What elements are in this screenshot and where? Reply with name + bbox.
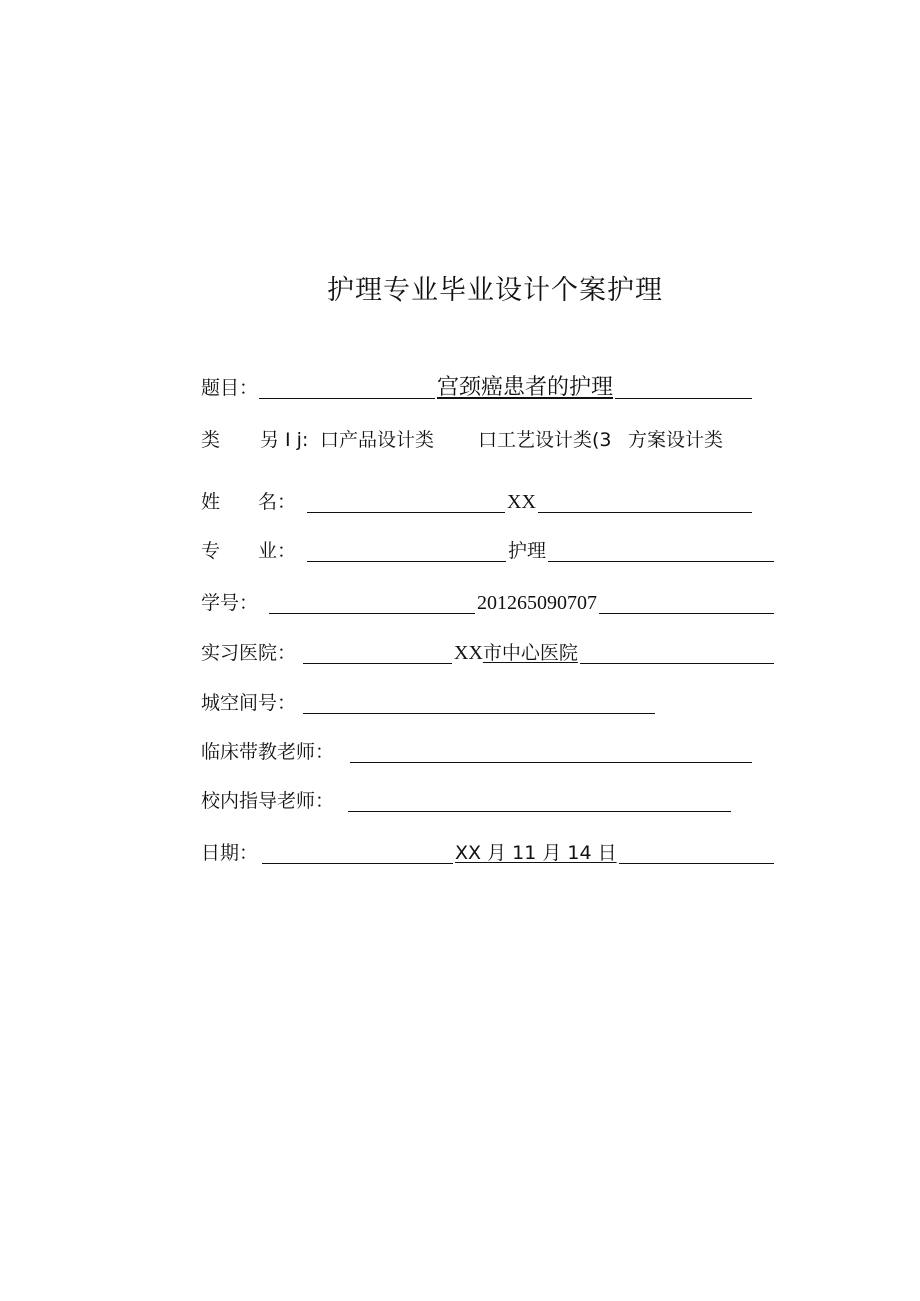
category-option-product: 口产品设计类 <box>320 429 435 451</box>
name-row <box>201 487 761 517</box>
clinical-teacher-label: 临床带教老师： <box>201 741 335 763</box>
date-label: 日期： <box>201 842 259 864</box>
name-label: 姓 名： <box>201 491 297 513</box>
hospital-label: 实习医院： <box>201 642 297 664</box>
clinical-teacher-row <box>201 737 761 767</box>
hospital-value <box>452 638 580 668</box>
topic-label: 题目： <box>201 377 259 399</box>
school-teacher-label: 校内指导老师： <box>201 790 335 812</box>
school-teacher-underline <box>348 811 731 812</box>
student-id-value: 201265090707 <box>475 588 599 618</box>
class-no-underline <box>303 713 655 714</box>
major-value: 护理 <box>506 536 548 566</box>
category-prefix: 另 I j: <box>260 429 309 451</box>
student-id-label: 学号： <box>201 592 259 614</box>
topic-row <box>201 373 761 403</box>
name-value: XX <box>505 487 538 517</box>
clinical-teacher-underline <box>350 762 752 763</box>
category-label: 类 <box>201 429 221 451</box>
hospital-value-prefix: XX <box>454 642 483 664</box>
major-row <box>201 536 776 566</box>
student-id-row <box>201 588 776 618</box>
class-no-row <box>201 688 761 718</box>
major-label: 专 业： <box>201 540 297 562</box>
category-option-craft: 口工艺设计类(3 <box>478 429 612 451</box>
date-value: XX 月 11 月 14 日 <box>453 838 619 868</box>
date-row <box>201 838 776 868</box>
hospital-value-main: 市中心医院 <box>482 642 578 664</box>
school-teacher-row <box>201 786 761 816</box>
topic-value: 宫颈癌患者的护理 <box>435 373 615 403</box>
category-row <box>201 425 761 455</box>
category-option-plan: 方案设计类 <box>628 429 724 451</box>
hospital-row <box>201 638 776 668</box>
document-title: 护理专业毕业设计个案护理 <box>327 275 663 306</box>
class-no-label: 城空间号： <box>201 692 297 714</box>
